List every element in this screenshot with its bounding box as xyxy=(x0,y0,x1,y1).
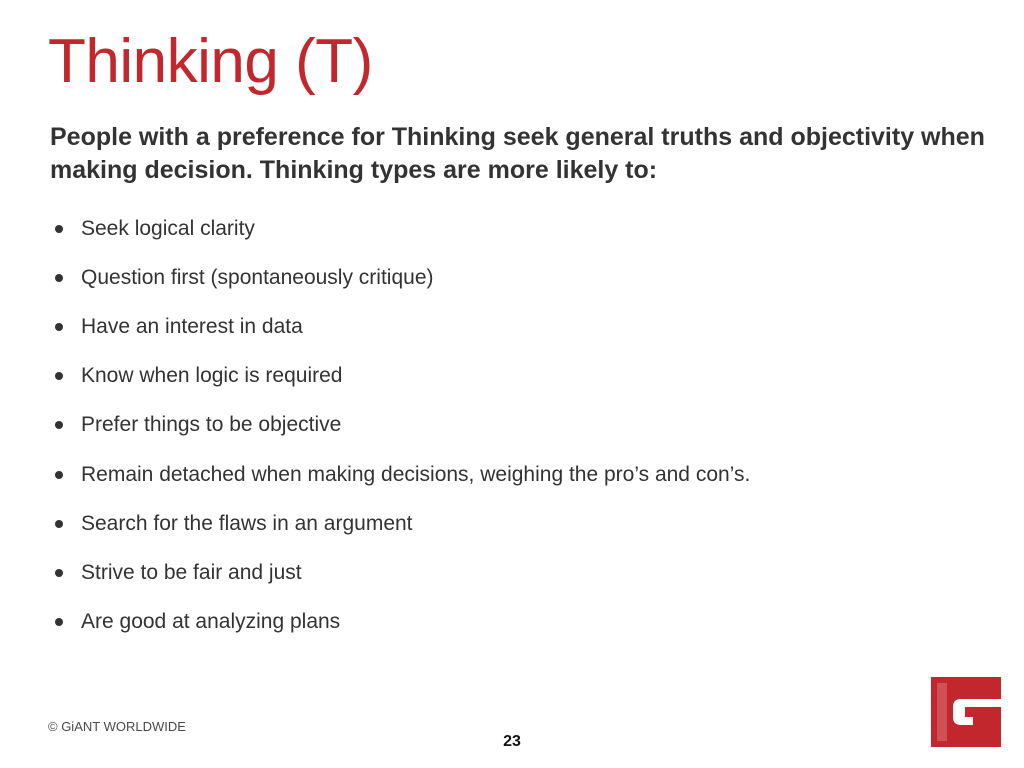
list-item xyxy=(50,548,750,597)
intro-paragraph: People with a preference for Thinking seek general truths and objectivity when making decision. Thinking types are more likely to: xyxy=(50,123,985,184)
bullet-text: Have an interest in data xyxy=(81,314,303,338)
bullet-text: Are good at analyzing plans xyxy=(81,610,341,634)
list-item xyxy=(50,499,750,548)
page-number: 23 xyxy=(503,733,521,750)
bullet-text: Search for the flaws in an argument xyxy=(81,511,413,535)
list-item xyxy=(50,253,750,302)
bullet-dot-icon xyxy=(55,372,63,380)
giant-logo-icon xyxy=(931,677,1001,747)
list-item xyxy=(50,302,750,351)
bullet-dot-icon xyxy=(55,520,63,528)
bullet-text: Prefer things to be objective xyxy=(81,413,342,437)
bullet-list xyxy=(50,204,750,647)
bullet-dot-icon xyxy=(55,618,63,626)
slide-title: Thinking (T) xyxy=(48,27,373,96)
bullet-dot-icon xyxy=(55,471,63,479)
bullet-dot-icon xyxy=(55,569,63,577)
list-item xyxy=(50,450,750,499)
bullet-text: Remain detached when making decisions, weighing the pro’s and con’s. xyxy=(81,462,751,486)
bullet-dot-icon xyxy=(55,421,63,429)
list-item xyxy=(50,401,750,450)
bullet-text: Strive to be fair and just xyxy=(81,560,302,584)
list-item xyxy=(50,204,750,253)
bullet-dot-icon xyxy=(55,323,63,331)
bullet-text: Know when logic is required xyxy=(81,364,343,388)
bullet-dot-icon xyxy=(55,274,63,282)
bullet-text: Seek logical clarity xyxy=(81,216,255,240)
list-item xyxy=(50,352,750,401)
bullet-dot-icon xyxy=(55,225,63,233)
bullet-text: Question first (spontaneously critique) xyxy=(81,265,434,289)
list-item xyxy=(50,598,750,647)
copyright-text: © GiANT WORLDWIDE xyxy=(48,719,186,734)
